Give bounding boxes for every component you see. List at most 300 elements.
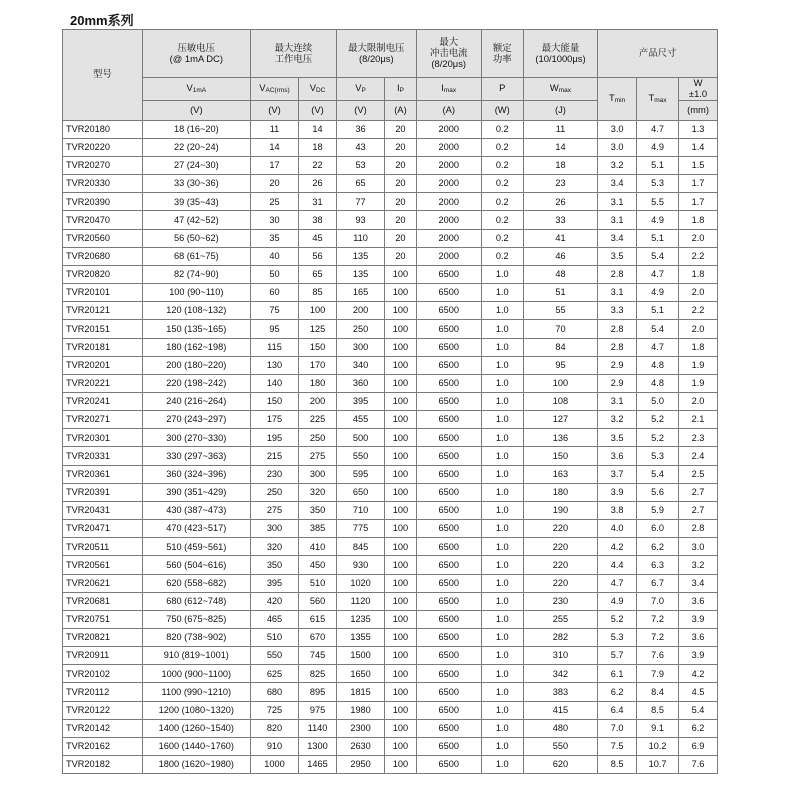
cell-imax: 6500 (416, 629, 481, 647)
cell-vdc: 450 (299, 556, 337, 574)
cell-energy: 620 (523, 756, 598, 774)
cell-ip: 100 (385, 392, 417, 410)
cell-power: 0.2 (481, 193, 523, 211)
cell-ip: 20 (385, 193, 417, 211)
cell-tmin: 5.3 (598, 629, 637, 647)
cell-vac: 11 (250, 120, 298, 138)
cell-vac: 725 (250, 701, 298, 719)
cell-varistor-voltage: 100 (90~110) (142, 284, 250, 302)
cell-tmin: 8.5 (598, 756, 637, 774)
page-title: 20mm系列 (70, 13, 134, 28)
cell-imax: 6500 (416, 338, 481, 356)
cell-vp: 550 (336, 447, 384, 465)
cell-tmin: 6.2 (598, 683, 637, 701)
cell-power: 0.2 (481, 120, 523, 138)
header-dimensions: 产品尺寸 (598, 30, 718, 78)
cell-tmax: 10.2 (637, 737, 679, 755)
cell-model: TVR20680 (63, 247, 143, 265)
cell-ip: 20 (385, 120, 417, 138)
cell-imax: 6500 (416, 284, 481, 302)
cell-width: 3.2 (679, 556, 718, 574)
cell-ip: 100 (385, 756, 417, 774)
cell-vac: 175 (250, 411, 298, 429)
cell-energy: 46 (523, 247, 598, 265)
cell-energy: 41 (523, 229, 598, 247)
cell-energy: 51 (523, 284, 598, 302)
cell-vp: 2950 (336, 756, 384, 774)
cell-ip: 20 (385, 229, 417, 247)
cell-model: TVR20511 (63, 538, 143, 556)
cell-energy: 95 (523, 356, 598, 374)
cell-power: 0.2 (481, 138, 523, 156)
cell-vac: 60 (250, 284, 298, 302)
varistor-spec-table (62, 29, 718, 774)
cell-tmin: 2.9 (598, 356, 637, 374)
cell-width: 5.4 (679, 701, 718, 719)
cell-vdc: 56 (299, 247, 337, 265)
cell-vdc: 65 (299, 265, 337, 283)
cell-vac: 95 (250, 320, 298, 338)
cell-model: TVR20751 (63, 610, 143, 628)
cell-vac: 910 (250, 737, 298, 755)
table-row (63, 211, 718, 229)
cell-power: 1.0 (481, 392, 523, 410)
table-row (63, 193, 718, 211)
cell-vac: 35 (250, 229, 298, 247)
cell-tmax: 5.4 (637, 320, 679, 338)
cell-vp: 93 (336, 211, 384, 229)
table-row (63, 138, 718, 156)
table-row (63, 592, 718, 610)
cell-varistor-voltage: 270 (243~297) (142, 411, 250, 429)
cell-vp: 710 (336, 501, 384, 519)
cell-vp: 65 (336, 175, 384, 193)
cell-energy: 230 (523, 592, 598, 610)
cell-power: 1.0 (481, 592, 523, 610)
cell-tmax: 5.3 (637, 175, 679, 193)
cell-vp: 200 (336, 302, 384, 320)
cell-tmax: 4.7 (637, 265, 679, 283)
cell-model: TVR20270 (63, 156, 143, 174)
cell-vp: 165 (336, 284, 384, 302)
cell-imax: 6500 (416, 701, 481, 719)
cell-varistor-voltage: 1400 (1260~1540) (142, 719, 250, 737)
symbol-v1ma-sub: 1mA (192, 87, 207, 95)
cell-width: 1.7 (679, 193, 718, 211)
cell-vp: 135 (336, 265, 384, 283)
cell-vp: 340 (336, 356, 384, 374)
cell-vp: 455 (336, 411, 384, 429)
cell-tmax: 5.4 (637, 465, 679, 483)
header-max-continuous (250, 30, 336, 78)
cell-model: TVR20102 (63, 665, 143, 683)
symbol-ip-sub: P (399, 87, 404, 95)
cell-tmin: 6.1 (598, 665, 637, 683)
cell-model: TVR20470 (63, 211, 143, 229)
cell-tmax: 8.5 (637, 701, 679, 719)
header-varistor-voltage-cond: (@ 1mA DC) (169, 52, 223, 64)
cell-vdc: 250 (299, 429, 337, 447)
table-row (63, 465, 718, 483)
cell-model: TVR20301 (63, 429, 143, 447)
cell-tmax: 5.2 (637, 429, 679, 447)
cell-tmin: 3.0 (598, 138, 637, 156)
cell-varistor-voltage: 240 (216~264) (142, 392, 250, 410)
cell-tmax: 5.1 (637, 302, 679, 320)
header-rated-power (481, 30, 523, 78)
cell-power: 1.0 (481, 483, 523, 501)
cell-ip: 100 (385, 520, 417, 538)
cell-imax: 6500 (416, 574, 481, 592)
cell-power: 1.0 (481, 556, 523, 574)
table-row (63, 265, 718, 283)
cell-power: 0.2 (481, 175, 523, 193)
cell-vdc: 300 (299, 465, 337, 483)
cell-width: 2.1 (679, 411, 718, 429)
cell-tmin: 6.4 (598, 701, 637, 719)
symbol-vdc-sub: DC (315, 87, 326, 95)
cell-width: 3.9 (679, 610, 718, 628)
cell-vac: 195 (250, 429, 298, 447)
table-row (63, 120, 718, 138)
cell-vac: 17 (250, 156, 298, 174)
header-row-symbols (63, 78, 718, 101)
cell-tmin: 2.9 (598, 374, 637, 392)
cell-tmax: 9.1 (637, 719, 679, 737)
table-row (63, 701, 718, 719)
cell-vac: 150 (250, 392, 298, 410)
cell-power: 1.0 (481, 756, 523, 774)
cell-vdc: 1140 (299, 719, 337, 737)
cell-imax: 6500 (416, 465, 481, 483)
cell-vdc: 975 (299, 701, 337, 719)
cell-vdc: 150 (299, 338, 337, 356)
cell-imax: 6500 (416, 737, 481, 755)
cell-varistor-voltage: 39 (35~43) (142, 193, 250, 211)
cell-energy: 310 (523, 647, 598, 665)
cell-energy: 220 (523, 556, 598, 574)
table-row (63, 483, 718, 501)
table-row (63, 320, 718, 338)
cell-imax: 6500 (416, 683, 481, 701)
cell-vac: 140 (250, 374, 298, 392)
cell-tmax: 4.7 (637, 120, 679, 138)
cell-varistor-voltage: 510 (459~561) (142, 538, 250, 556)
cell-vdc: 670 (299, 629, 337, 647)
cell-vdc: 200 (299, 392, 337, 410)
header-max-surge-label: 最大 (439, 36, 459, 48)
symbol-vac (250, 78, 298, 101)
table-row (63, 156, 718, 174)
table-row (63, 447, 718, 465)
header-max-surge-cond: (8/20μs) (431, 57, 467, 69)
cell-tmin: 2.8 (598, 265, 637, 283)
cell-ip: 100 (385, 719, 417, 737)
cell-vdc: 385 (299, 520, 337, 538)
cell-ip: 20 (385, 175, 417, 193)
cell-varistor-voltage: 430 (387~473) (142, 501, 250, 519)
cell-power: 0.2 (481, 247, 523, 265)
cell-tmin: 3.9 (598, 483, 637, 501)
cell-ip: 100 (385, 429, 417, 447)
cell-tmax: 5.6 (637, 483, 679, 501)
cell-tmin: 4.0 (598, 520, 637, 538)
cell-vac: 14 (250, 138, 298, 156)
cell-imax: 2000 (416, 120, 481, 138)
cell-model: TVR20181 (63, 338, 143, 356)
cell-power: 1.0 (481, 447, 523, 465)
header-varistor-voltage-label: 压敏电压 (177, 41, 216, 53)
table-row (63, 501, 718, 519)
cell-ip: 100 (385, 683, 417, 701)
table-row (63, 356, 718, 374)
cell-vdc: 615 (299, 610, 337, 628)
cell-power: 1.0 (481, 265, 523, 283)
cell-model: TVR20121 (63, 302, 143, 320)
cell-varistor-voltage: 1100 (990~1210) (142, 683, 250, 701)
cell-width: 1.8 (679, 338, 718, 356)
cell-tmax: 6.2 (637, 538, 679, 556)
symbol-tmin-sub: min (614, 97, 626, 105)
cell-power: 0.2 (481, 211, 523, 229)
cell-tmax: 8.4 (637, 683, 679, 701)
cell-tmax: 5.9 (637, 501, 679, 519)
cell-vac: 350 (250, 556, 298, 574)
cell-model: TVR20331 (63, 447, 143, 465)
cell-varistor-voltage: 1600 (1440~1760) (142, 737, 250, 755)
cell-power: 1.0 (481, 411, 523, 429)
cell-vp: 775 (336, 520, 384, 538)
cell-model: TVR20621 (63, 574, 143, 592)
cell-ip: 100 (385, 647, 417, 665)
cell-tmax: 6.0 (637, 520, 679, 538)
symbol-wmax (523, 78, 598, 101)
cell-tmax: 5.0 (637, 392, 679, 410)
cell-power: 1.0 (481, 737, 523, 755)
cell-vdc: 18 (299, 138, 337, 156)
cell-tmin: 5.7 (598, 647, 637, 665)
cell-vac: 115 (250, 338, 298, 356)
table-row (63, 737, 718, 755)
cell-vdc: 85 (299, 284, 337, 302)
cell-vac: 510 (250, 629, 298, 647)
cell-imax: 6500 (416, 647, 481, 665)
cell-vp: 360 (336, 374, 384, 392)
cell-vdc: 350 (299, 501, 337, 519)
cell-energy: 26 (523, 193, 598, 211)
cell-model: TVR20361 (63, 465, 143, 483)
cell-energy: 70 (523, 320, 598, 338)
cell-width: 3.6 (679, 592, 718, 610)
cell-tmax: 5.5 (637, 193, 679, 211)
cell-model: TVR20681 (63, 592, 143, 610)
symbol-tmax-main: T (648, 92, 655, 104)
table-header (63, 30, 718, 121)
cell-tmax: 7.9 (637, 665, 679, 683)
cell-tmin: 3.2 (598, 156, 637, 174)
cell-vac: 25 (250, 193, 298, 211)
cell-vac: 275 (250, 501, 298, 519)
cell-power: 0.2 (481, 229, 523, 247)
header-rated-power-label: 额定 (492, 41, 512, 53)
cell-width: 2.2 (679, 302, 718, 320)
cell-tmax: 6.7 (637, 574, 679, 592)
cell-energy: 190 (523, 501, 598, 519)
cell-vac: 465 (250, 610, 298, 628)
cell-imax: 6500 (416, 356, 481, 374)
cell-ip: 100 (385, 538, 417, 556)
cell-tmin: 2.8 (598, 338, 637, 356)
cell-vp: 36 (336, 120, 384, 138)
cell-vp: 43 (336, 138, 384, 156)
cell-power: 1.0 (481, 574, 523, 592)
cell-vp: 1980 (336, 701, 384, 719)
cell-tmax: 5.3 (637, 447, 679, 465)
cell-vp: 650 (336, 483, 384, 501)
table-row (63, 411, 718, 429)
header-model: 型号 (63, 30, 143, 121)
cell-power: 1.0 (481, 465, 523, 483)
cell-varistor-voltage: 82 (74~90) (142, 265, 250, 283)
cell-power: 1.0 (481, 647, 523, 665)
cell-vac: 215 (250, 447, 298, 465)
table-row (63, 665, 718, 683)
cell-width: 2.0 (679, 229, 718, 247)
cell-varistor-voltage: 360 (324~396) (142, 465, 250, 483)
symbol-tmin (598, 78, 637, 121)
cell-power: 0.2 (481, 156, 523, 174)
header-max-clamping (336, 30, 416, 78)
cell-vdc: 38 (299, 211, 337, 229)
cell-varistor-voltage: 300 (270~330) (142, 429, 250, 447)
cell-tmin: 3.7 (598, 465, 637, 483)
cell-varistor-voltage: 150 (135~165) (142, 320, 250, 338)
cell-vac: 420 (250, 592, 298, 610)
cell-vp: 135 (336, 247, 384, 265)
cell-power: 1.0 (481, 719, 523, 737)
cell-model: TVR20471 (63, 520, 143, 538)
cell-width: 2.4 (679, 447, 718, 465)
cell-power: 1.0 (481, 538, 523, 556)
table-row (63, 374, 718, 392)
cell-varistor-voltage: 750 (675~825) (142, 610, 250, 628)
table-row (63, 302, 718, 320)
header-varistor-voltage (142, 30, 250, 78)
cell-imax: 6500 (416, 483, 481, 501)
cell-vp: 2300 (336, 719, 384, 737)
cell-model: TVR20560 (63, 229, 143, 247)
header-max-energy-cond: (10/1000μs) (535, 52, 586, 64)
cell-vp: 1355 (336, 629, 384, 647)
cell-vdc: 170 (299, 356, 337, 374)
cell-energy: 18 (523, 156, 598, 174)
cell-width: 1.4 (679, 138, 718, 156)
symbol-tmin-main: T (609, 92, 615, 104)
cell-vp: 595 (336, 465, 384, 483)
cell-tmin: 3.5 (598, 429, 637, 447)
unit-v1ma: (V) (142, 100, 250, 120)
cell-tmin: 7.0 (598, 719, 637, 737)
cell-imax: 6500 (416, 610, 481, 628)
cell-width: 2.3 (679, 429, 718, 447)
cell-width: 4.5 (679, 683, 718, 701)
cell-varistor-voltage: 680 (612~748) (142, 592, 250, 610)
cell-imax: 6500 (416, 556, 481, 574)
cell-power: 1.0 (481, 501, 523, 519)
cell-vp: 250 (336, 320, 384, 338)
cell-energy: 108 (523, 392, 598, 410)
cell-vdc: 45 (299, 229, 337, 247)
cell-vp: 1650 (336, 665, 384, 683)
symbol-v1ma-main: V (186, 82, 193, 94)
cell-ip: 100 (385, 284, 417, 302)
cell-width: 2.5 (679, 465, 718, 483)
cell-ip: 20 (385, 247, 417, 265)
cell-power: 1.0 (481, 356, 523, 374)
cell-vp: 1020 (336, 574, 384, 592)
cell-ip: 100 (385, 556, 417, 574)
table-row (63, 647, 718, 665)
cell-vac: 75 (250, 302, 298, 320)
cell-width: 1.7 (679, 175, 718, 193)
cell-power: 1.0 (481, 683, 523, 701)
cell-power: 1.0 (481, 701, 523, 719)
cell-ip: 100 (385, 356, 417, 374)
cell-width: 1.3 (679, 120, 718, 138)
cell-energy: 150 (523, 447, 598, 465)
cell-power: 1.0 (481, 429, 523, 447)
cell-tmin: 3.0 (598, 120, 637, 138)
cell-tmin: 3.5 (598, 247, 637, 265)
cell-vp: 77 (336, 193, 384, 211)
cell-energy: 11 (523, 120, 598, 138)
cell-vdc: 895 (299, 683, 337, 701)
cell-imax: 2000 (416, 193, 481, 211)
cell-width: 6.2 (679, 719, 718, 737)
cell-imax: 6500 (416, 538, 481, 556)
cell-model: TVR20112 (63, 683, 143, 701)
cell-width: 3.6 (679, 629, 718, 647)
cell-width: 1.8 (679, 211, 718, 229)
cell-width: 2.7 (679, 501, 718, 519)
cell-energy: 220 (523, 520, 598, 538)
cell-ip: 100 (385, 320, 417, 338)
header-max-energy (523, 30, 598, 78)
table-row (63, 392, 718, 410)
cell-varistor-voltage: 33 (30~36) (142, 175, 250, 193)
cell-tmax: 7.2 (637, 610, 679, 628)
cell-vac: 30 (250, 211, 298, 229)
cell-vac: 250 (250, 483, 298, 501)
cell-vdc: 275 (299, 447, 337, 465)
table-row (63, 683, 718, 701)
cell-tmax: 5.1 (637, 229, 679, 247)
cell-energy: 48 (523, 265, 598, 283)
cell-model: TVR20271 (63, 411, 143, 429)
symbol-imax (416, 78, 481, 101)
cell-width: 2.2 (679, 247, 718, 265)
cell-width: 6.9 (679, 737, 718, 755)
cell-vac: 320 (250, 538, 298, 556)
cell-ip: 100 (385, 665, 417, 683)
cell-tmin: 3.6 (598, 447, 637, 465)
cell-energy: 383 (523, 683, 598, 701)
header-max-continuous-label: 最大连续 (274, 41, 313, 53)
cell-model: TVR20162 (63, 737, 143, 755)
cell-energy: 180 (523, 483, 598, 501)
table-body (63, 120, 718, 774)
unit-mm: (mm) (679, 100, 718, 120)
